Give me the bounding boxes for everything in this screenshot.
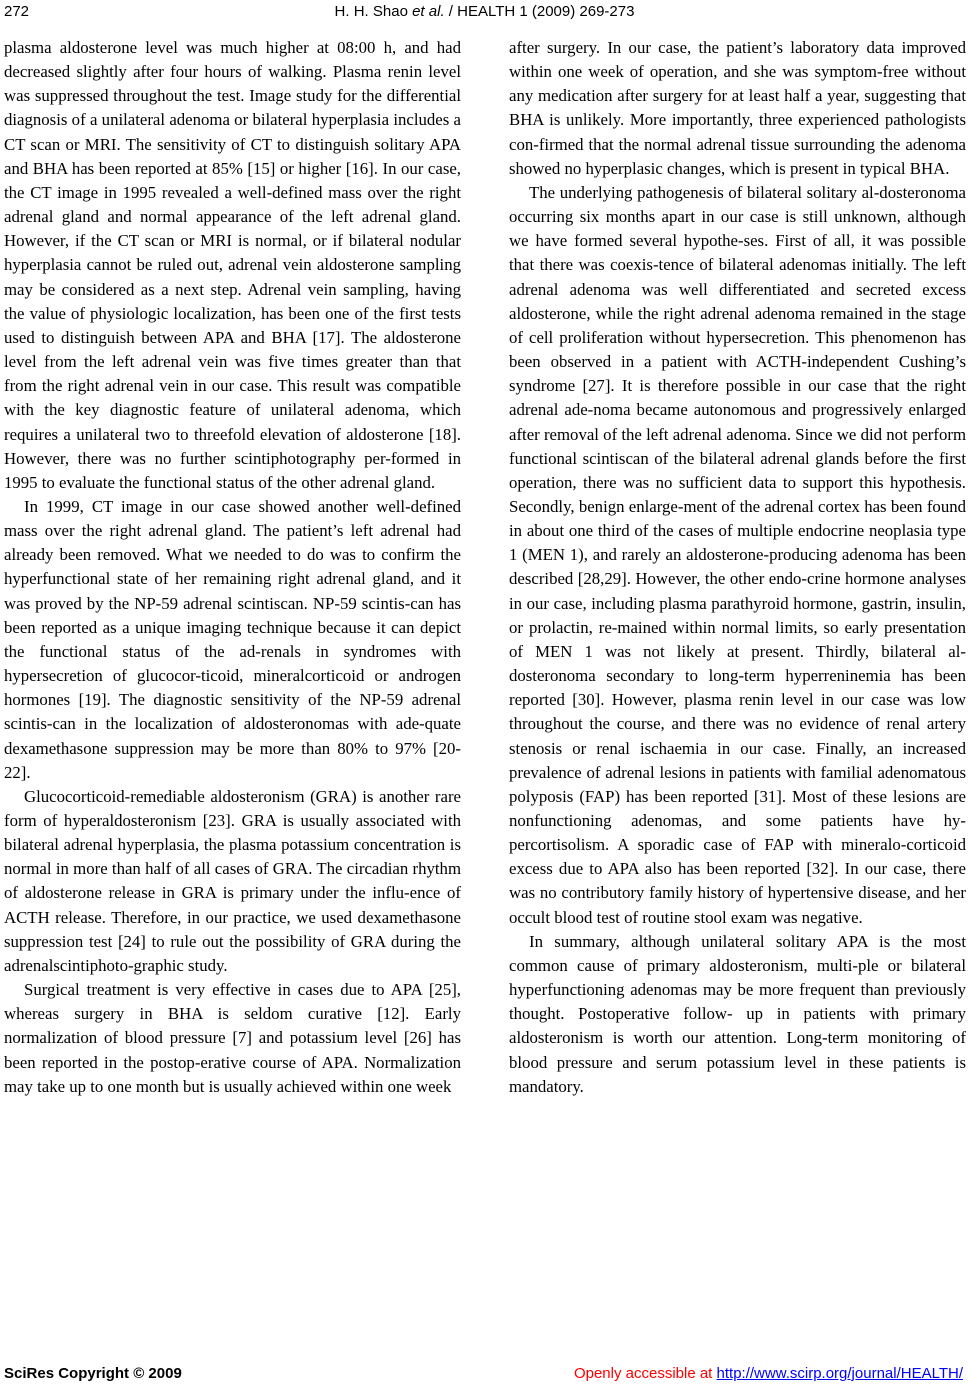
open-access-notice	[574, 1365, 963, 1382]
footer	[0, 1364, 969, 1386]
header-et-al: et al.	[412, 3, 445, 20]
header-journal: / HEALTH 1 (2009) 269-273	[448, 3, 635, 20]
paragraph: Surgical treatment is very effective in cases due to APA [25], whereas surgery in BHA is seldom curative [12]. Early normalization of blood pressure [7] and potassium level [26] has been reported in the postop-erative course of APA. Normalization may take up to one month but is usually achieved within one week	[4, 980, 461, 1096]
running-head	[0, 2, 969, 24]
paragraph: The underlying pathogenesis of bilateral solitary al-dosteronoma occurring six months apart in our case is still unknown, although we have formed several hypothe-ses. First of all, it was possible that there was coexis-tence of bilateral adenomas initially. The left adrenal adenoma was well differentiated and secreted excess aldosterone, while the right adrenal adenoma remained in the stage of cell proliferation without hypersecretion. This phenomenon has been observed in a patient with ACTH-independent Cushing’s syndrome [27]. It is therefore possible in our case that the right adrenal ade-noma became autonomous and progressively enlarged after removal of the left adrenal adenoma. Since we did not perform functional scintiscan of the bilateral adrenal glands before the first operation, there was no sufficient data to support this hypothesis. Secondly, benign enlarge-ment of the adrenal cortex has been found in about one third of the cases of multiple endocrine neoplasia type 1 (MEN 1), and rarely an aldosterone-producing adenoma has been described [28,29]. However, the other endo-crine hormone analyses in our case, including plasma parathyroid hormone, gastrin, insulin, or prolactin, re-mained within normal limits, so early presentation of MEN 1 was not likely at present. Thirdly, bilateral al-dosteronoma secondary to long-term hyperreninemia has been reported [30]. However, plasma renin level in our case was low throughout the course, and there was no evidence of renal artery stenosis or renal ischaemia in our case. Finally, an increased prevalence of adrenal lesions in patients with familial adenomatous polyposis (FAP) has been reported [31]. Most of these lesions are nonfunctioning adenomas, and some patients have hy-percortisolism. A sporadic case of FAP with mineralo-corticoid excess due to APA also has been reported [32]. In our case, there was no contributory family history of hypertensive disease, and her occult blood test of routine stool exam was negative.	[509, 182, 966, 927]
paragraph: plasma aldosterone level was much higher at 08:00 h, and had decreased slightly after four hours of walking. Plasma renin level was suppressed throughout the test. Image study for the differential diagnosis of a unilateral adenoma or bilateral hyperplasia includes a CT scan or MRI. The sensitivity of CT to distinguish solitary APA and BHA has been reported at 85% [15] or higher [16]. In our case, the CT image in 1995 revealed a well-defined mass over the right adrenal gland and normal appearance of the left adrenal gland. However, if the CT scan or MRI is normal, or if bilateral nodular hyperplasia cannot be ruled out, adrenal vein aldosterone sampling may be considered as a next step. Adrenal vein sampling, having the value of physiologic localization, has been one of the first tests used to distinguish between APA and BHA [17]. The aldosterone level from the left adrenal vein was five times greater than that from the right adrenal vein in our case. This result was compatible with the key diagnostic feature of unilateral adenoma, which requires a unilateral two to threefold elevation of aldosterone [18]. However, there was no further scintiphotography per-formed in 1995 to evaluate the functional status of the other adrenal gland.	[4, 38, 461, 492]
open-access-label: Openly accessible at	[573, 1365, 713, 1382]
left-column	[4, 36, 461, 1099]
paragraph: In 1999, CT image in our case showed another well-defined mass over the right adrenal gland. The patient’s left adrenal had already been removed. What we needed to do was to confirm the hyperfunctional state of her remaining right adrenal gland, and it was proved by the NP-59 adrenal scintiscan. NP-59 scintis-can has been reported as a unique imaging technique because it can depict the functional status of the ad-renals in syndromes with hypersecretion of glucocor-ticoid, mineralcorticoid or androgen hormones [19]. The diagnostic sensitivity of the NP-59 adrenal scintis-can in the localization of aldosteronomas with ade-quate dexamethasone suppression may be more than 80% to 97% [20-22].	[4, 496, 461, 782]
page-number: 272	[4, 3, 30, 20]
paragraph: Glucocorticoid-remediable aldosteronism (GRA) is another rare form of hyperaldosteronism [23]. GRA is usually associated with bilateral adrenal hyperplasia, the plasma potassium concentration is normal in more than half of all cases of GRA. The circadian rhythm of aldosterone release in GRA is primary under the influ-ence of ACTH release. Therefore, in our practice, we used dexamethasone suppression test [24] to rule out the possibility of GRA during the adrenalscintiphoto-graphic study.	[4, 786, 461, 975]
journal-url-link[interactable]: http://www.scirp.org/journal/HEALTH/	[716, 1365, 963, 1382]
header-citation	[0, 3, 969, 20]
paragraph: In summary, although unilateral solitary APA is the most common cause of primary aldosteronism, multi-ple or bilateral hyperfunctioning adenomas may be more frequent than previously thought. Postoperative follow- up in patients with primary aldosteronism is worth our attention. Long-term monitoring of blood pressure and serum potassium level in these patients is mandatory.	[509, 931, 966, 1096]
header-authors: H. H. Shao	[334, 3, 408, 20]
copyright-notice: SciRes Copyright © 2009	[4, 1365, 182, 1382]
right-column	[509, 36, 966, 1099]
paragraph: after surgery. In our case, the patient’s laboratory data improved within one week of operation, and she was symptom-free without any medication after surgery for at least half a year, suggesting that BHA is unlikely. More importantly, three experienced pathologists con-firmed that the normal adrenal tissue surrounding the adenoma showed no hyperplasic changes, which is present in typical BHA.	[509, 38, 966, 178]
